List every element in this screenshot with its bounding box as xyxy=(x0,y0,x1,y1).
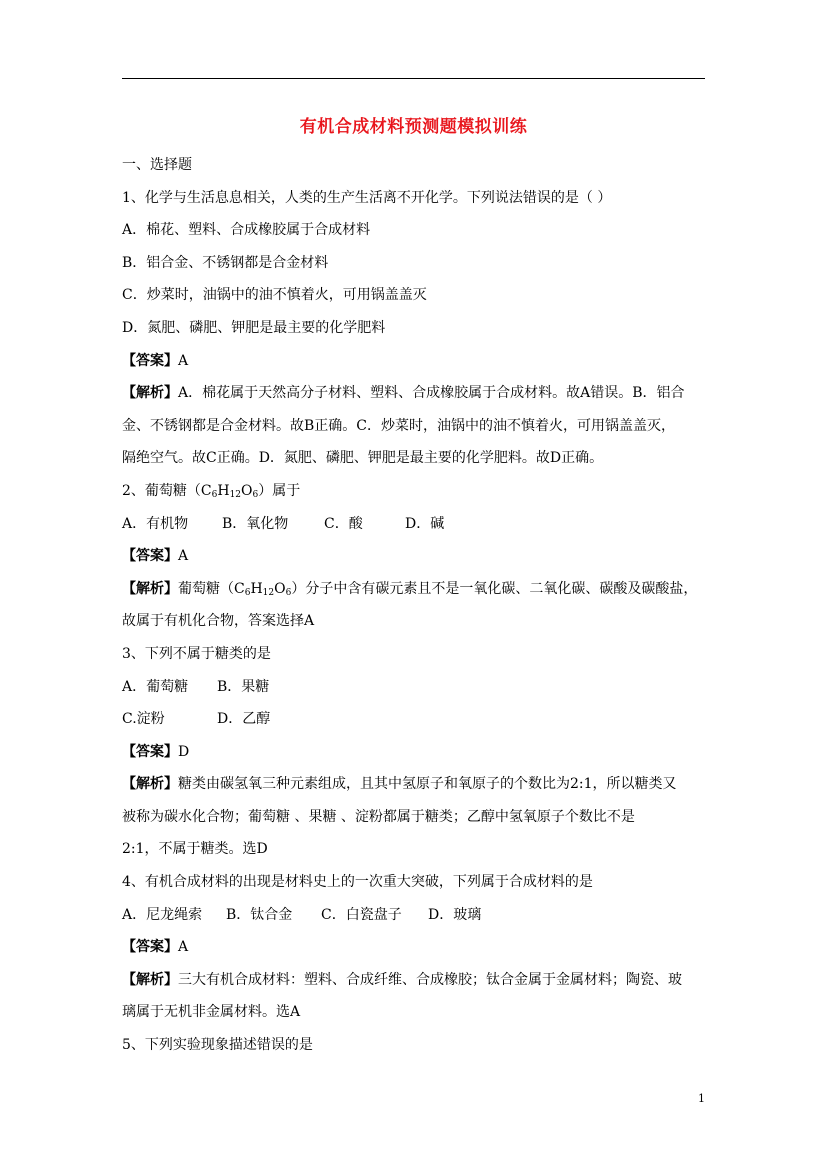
formula-element: O xyxy=(274,580,286,597)
formula-element: H xyxy=(250,580,263,597)
answer-tag: 【答案】 xyxy=(122,939,178,956)
q2-option-b: B．氧化物 xyxy=(222,515,289,532)
q3-analysis-line-1 xyxy=(122,768,705,801)
q1-analysis-line-3: 隔绝空气。故C正确。D．氮肥、磷肥、钾肥是最主要的化学肥料。故D正确。 xyxy=(122,450,604,467)
q3-analysis-line-3: 2:1，不属于糖类。选D xyxy=(122,841,268,858)
answer-value: A xyxy=(178,548,189,565)
document-body xyxy=(122,149,705,1062)
document-title: 有机合成材料预测题模拟训练 xyxy=(299,117,528,137)
subscript: 12 xyxy=(262,587,275,598)
q1-option-d: D．氮肥、磷肥、钾肥是最主要的化学肥料 xyxy=(122,319,386,336)
page-number: 1 xyxy=(698,1092,705,1105)
q3-option-c: C.淀粉 xyxy=(122,711,165,728)
header-rule xyxy=(122,78,705,79)
q4-stem: 4、有机合成材料的出现是材料史上的一次重大突破，下列属于合成材料的是 xyxy=(122,874,593,891)
answer-value: D xyxy=(178,743,190,760)
q1-analysis-line-1 xyxy=(122,377,705,410)
subscript: 6 xyxy=(244,587,251,598)
formula-element: O xyxy=(241,482,253,499)
q2-option-c: C．酸 xyxy=(324,515,363,532)
q2-analysis-line-2: 故属于有机化合物，答案选择A xyxy=(122,613,315,630)
analysis-tag: 【解析】 xyxy=(122,385,178,402)
analysis-text: 葡萄糖（C xyxy=(178,580,245,597)
subscript: 12 xyxy=(229,489,242,500)
analysis-tag: 【解析】 xyxy=(122,776,178,793)
formula-element: H xyxy=(217,482,230,499)
q4-option-b: B．钛合金 xyxy=(226,906,293,923)
answer-value: A xyxy=(178,352,189,369)
analysis-text: 糖类由碳氢氧三种元素组成，且其中氢原子和氧原子的个数比为2:1，所以糖类又 xyxy=(178,776,677,793)
q4-answer xyxy=(122,931,705,964)
answer-value: A xyxy=(178,939,189,956)
q2-options xyxy=(122,508,705,541)
analysis-text: ）分子中含有碳元素且不是一氧化碳、二氧化碳、碳酸及碳酸盐， xyxy=(291,580,698,597)
subscript: 6 xyxy=(252,489,259,500)
q1-option-a: A．棉花、塑料、合成橡胶属于合成材料 xyxy=(122,222,371,239)
q1-answer xyxy=(122,345,705,378)
q3-option-a: A．葡萄糖 xyxy=(122,678,189,695)
analysis-tag: 【解析】 xyxy=(122,971,178,988)
q2-answer xyxy=(122,540,705,573)
q2-stem-suffix: ）属于 xyxy=(258,482,301,499)
q3-answer xyxy=(122,736,705,769)
answer-tag: 【答案】 xyxy=(122,352,178,369)
analysis-tag: 【解析】 xyxy=(122,580,178,597)
q5-stem: 5、下列实验现象描述错误的是 xyxy=(122,1037,313,1054)
q1-stem: 1、化学与生活息息相关，人类的生产生活离不开化学。下列说法错误的是（ ） xyxy=(122,189,612,206)
subscript: 6 xyxy=(211,489,218,500)
q3-option-b: B．果糖 xyxy=(217,678,270,695)
q2-option-a: A．有机物 xyxy=(122,515,189,532)
q3-stem: 3、下列不属于糖类的是 xyxy=(122,645,271,662)
q1-option-c: C．炒菜时，油锅中的油不慎着火，可用锅盖盖灭 xyxy=(122,287,427,304)
q3-option-d: D．乙醇 xyxy=(217,711,271,728)
q2-stem-prefix: 2、葡萄糖（C xyxy=(122,482,212,499)
q3-options-ab xyxy=(122,671,705,704)
q4-option-d: D．玻璃 xyxy=(428,906,482,923)
answer-tag: 【答案】 xyxy=(122,743,178,760)
answer-tag: 【答案】 xyxy=(122,548,178,565)
q4-option-c: C．白瓷盘子 xyxy=(321,906,402,923)
analysis-text: 三大有机合成材料：塑料、合成纤维、合成橡胶；钛合金属于金属材料；陶瓷、玻 xyxy=(178,971,682,988)
q4-option-a: A．尼龙绳索 xyxy=(122,906,203,923)
q4-options xyxy=(122,899,705,932)
section-heading: 一、选择题 xyxy=(122,157,192,173)
q2-option-d: D．碱 xyxy=(405,515,445,532)
q3-analysis-line-2: 被称为碳水化合物；葡萄糖 、果糖 、淀粉都属于糖类；乙醇中氢氧原子个数比不是 xyxy=(122,808,635,825)
q1-analysis-line-2: 金、不锈钢都是合金材料。故B正确。C．炒菜时，油锅中的油不慎着火，可用锅盖盖灭， xyxy=(122,417,675,434)
q3-options-cd xyxy=(122,703,705,736)
q2-stem xyxy=(122,475,705,508)
analysis-text: A．棉花属于天然高分子材料、塑料、合成橡胶属于合成材料。故A错误。B．铝合 xyxy=(178,385,685,402)
q4-analysis-line-1 xyxy=(122,964,705,997)
q2-analysis-line-1 xyxy=(122,573,705,606)
q1-option-b: B．铝合金、不锈钢都是合金材料 xyxy=(122,254,329,271)
q4-analysis-line-2: 璃属于无机非金属材料。选A xyxy=(122,1004,301,1021)
subscript: 6 xyxy=(285,587,292,598)
